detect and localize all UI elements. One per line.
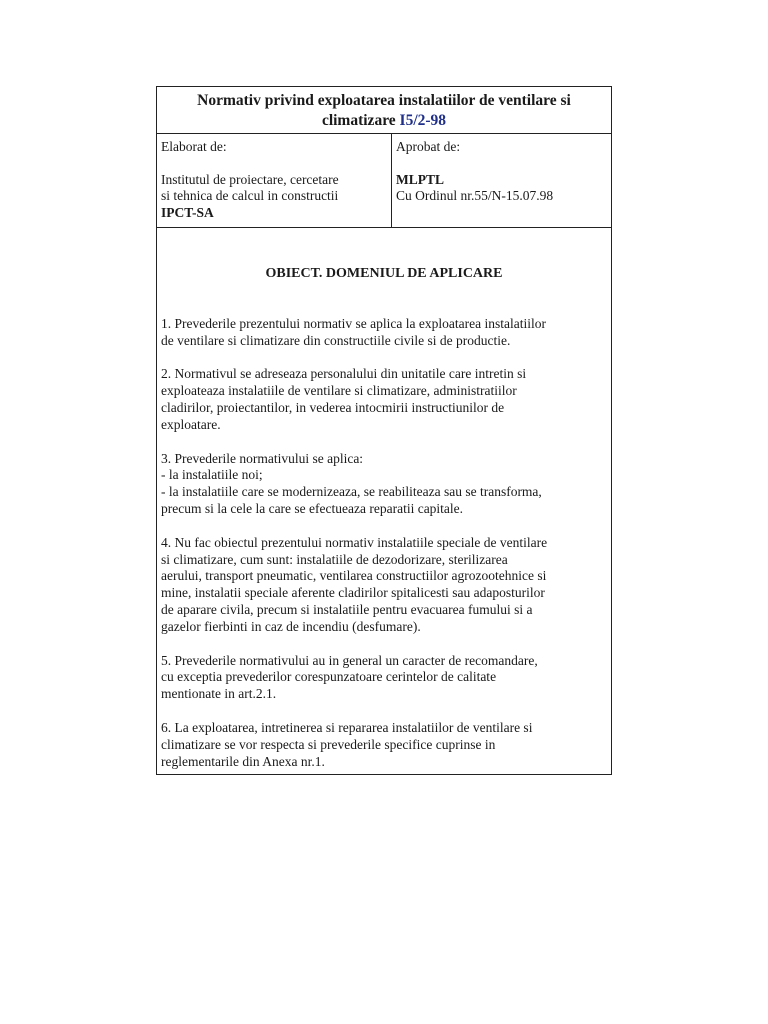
section-title: OBIECT. DOMENIUL DE APLICARE (265, 266, 503, 281)
paragraph-line: 5. Prevederile normativului au in general un caracter de recomandare, (161, 652, 538, 668)
paragraph-line: 4. Nu fac obiectul prezentului normativ instalatiile speciale de ventilare (161, 534, 548, 550)
paragraph-line: de aparare civila, precum si instalatiile pentru evacuarea fumului si a (161, 601, 533, 617)
paragraph-line: precum si la cele la care se efectueaza reparatii capitale. (161, 500, 464, 516)
paragraph-line: mentionate in art.2.1. (161, 686, 277, 702)
approved-order: Cu Ordinul nr.55/N-15.07.98 (396, 188, 554, 203)
paragraph-line: - la instalatiile care se modernizeaza, se reabiliteaza sau se transforma, (161, 484, 542, 500)
paragraph-5 (161, 653, 607, 703)
approved-by-cell (392, 134, 611, 227)
paragraph-line: gazelor fierbinti in caz de incendiu (desfumare). (161, 618, 421, 634)
paragraph-line: cu exceptia prevederilor corespunzatoare cerintelor de calitate (161, 669, 497, 685)
title-line-2: climatizare (321, 112, 396, 129)
paragraph-6 (161, 720, 607, 770)
paragraph-1 (161, 316, 607, 350)
elaborated-line-1: Institutul de proiectare, cercetare (161, 171, 339, 187)
document-body (157, 266, 611, 770)
document-title (157, 87, 611, 134)
title-code: I5/2-98 (399, 112, 447, 129)
paragraph-line: 1. Prevederile prezentului normativ se aplica la exploatarea instalatiilor (161, 315, 546, 331)
elaborated-label: Elaborat de: (161, 139, 227, 154)
paragraph-3 (161, 451, 607, 518)
elaborated-by-cell (157, 134, 392, 227)
approved-label: Aprobat de: (396, 139, 461, 154)
paragraph-2 (161, 366, 607, 433)
paragraph-4 (161, 535, 607, 636)
paragraph-line: 3. Prevederile normativului se aplica: (161, 450, 364, 466)
document-frame (156, 86, 612, 775)
paragraph-line: cladirilor, proiectantilor, in vederea intocmirii instructiunilor de (161, 399, 505, 415)
paragraph-line: mine, instalatii speciale aferente cladirilor spitalicesti sau adaposturilor (161, 585, 545, 601)
paragraph-line: si climatizare, cum sunt: instalatiile de dezodorizare, sterilizarea (161, 551, 508, 567)
paragraph-line: aerului, transport pneumatic, ventilarea constructiilor agrozootehnice si (161, 568, 547, 584)
paragraph-line: 2. Normativul se adreseaza personalului din unitatile care intretin si (161, 366, 527, 382)
paragraph-line: 6. La exploatarea, intretinerea si repararea instalatiilor de ventilare si (161, 719, 533, 735)
paragraph-line: - la instalatiile noi; (161, 467, 263, 483)
paragraph-line: climatizare se vor respecta si prevederile specifice cuprinse in (161, 736, 496, 752)
metadata-row (157, 134, 611, 228)
paragraph-line: exploateaza instalatiile de ventilare si climatizare, administratiilor (161, 383, 517, 399)
paragraph-line: reglementarile din Anexa nr.1. (161, 753, 325, 769)
title-line-1: Normativ privind exploatarea instalatiilor de ventilare si (197, 92, 571, 109)
paragraph-line: de ventilare si climatizare din constructiile civile si de productie. (161, 332, 511, 348)
approved-org: MLPTL (396, 171, 445, 187)
paragraph-list (161, 316, 607, 771)
elaborated-org: IPCT-SA (161, 204, 214, 220)
paragraph-line: exploatare. (161, 416, 221, 432)
elaborated-line-2: si tehnica de calcul in constructii (161, 188, 339, 203)
